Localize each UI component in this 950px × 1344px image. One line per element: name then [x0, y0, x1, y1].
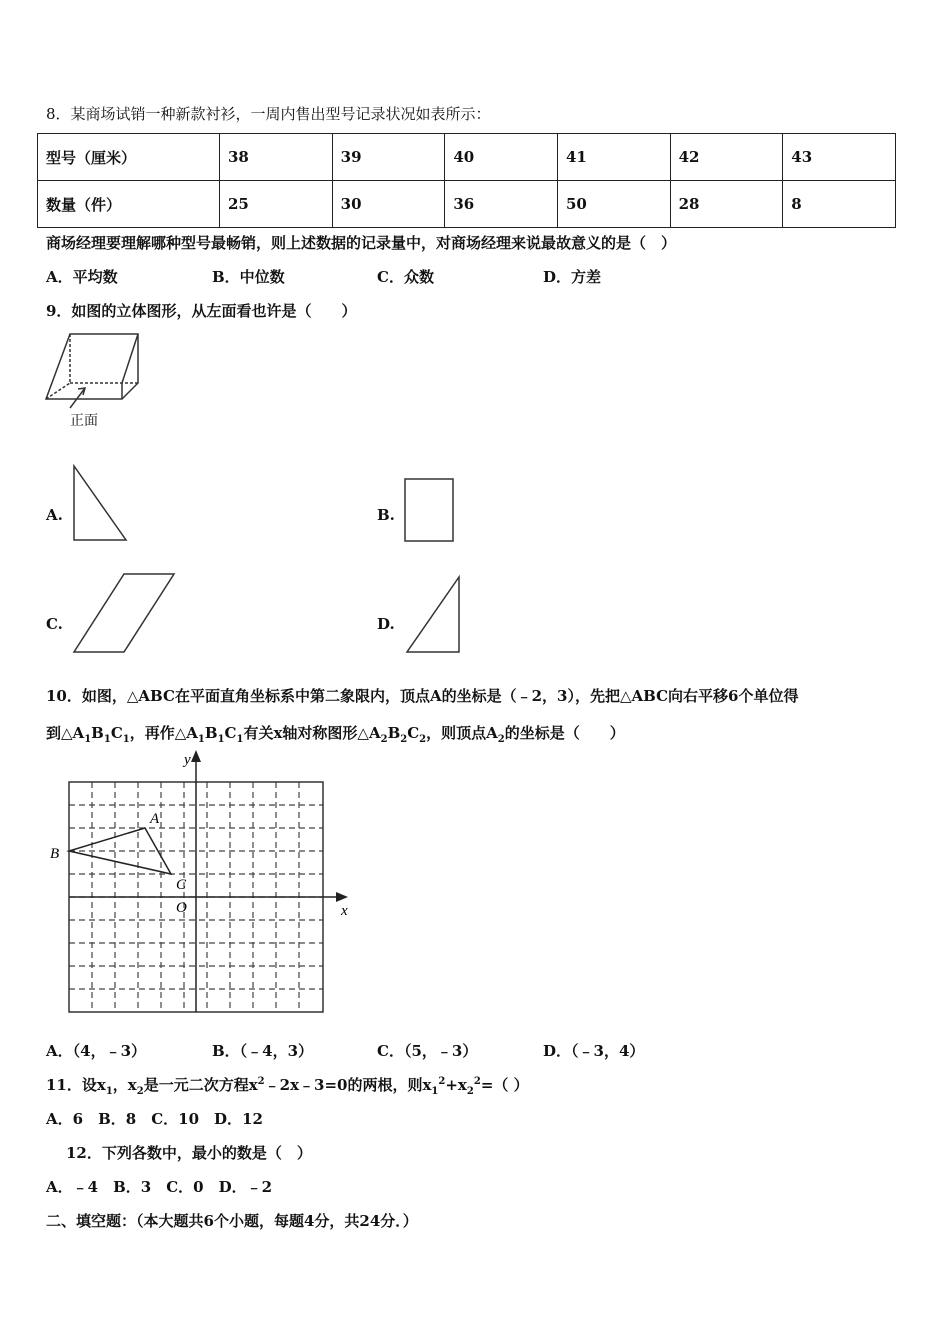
subscript: 1	[217, 734, 225, 745]
text: B	[204, 724, 218, 742]
subscript: 1	[236, 734, 244, 745]
table-cell: 30	[332, 181, 445, 228]
arrow-shaft	[70, 388, 85, 408]
table-cell: 25	[220, 181, 333, 228]
point-a-label: A	[150, 811, 160, 827]
q9-option-b-label: B.	[377, 506, 395, 524]
subscript: 1	[105, 1086, 113, 1097]
text: 是一元二次方程x	[143, 1076, 258, 1094]
text: +x	[445, 1076, 467, 1094]
option-a-triangle	[70, 464, 130, 544]
q11-stem	[46, 1074, 529, 1097]
q9-option-d-label: D.	[377, 615, 395, 633]
q10-stem-line2	[46, 722, 625, 745]
table-cell: 40	[445, 134, 558, 181]
text: ，x	[112, 1076, 137, 1094]
subscript: 1	[122, 734, 130, 745]
text: B	[91, 724, 104, 742]
q8-question: 商场经理要理解哪种型号最畅销，则上述数据的记录量中，对商场经理来说最故意义的是（ ）	[46, 234, 677, 252]
table-cell: 50	[557, 181, 670, 228]
origin-label: O	[176, 900, 187, 916]
point-b-label: B	[50, 846, 60, 862]
table-cell: 28	[670, 181, 783, 228]
table-cell: 数量（件）	[38, 181, 220, 228]
q8-option-b: B．中位数	[212, 268, 285, 286]
q12-stem: 12．下列各数中，最小的数是（ ）	[66, 1144, 312, 1162]
table-cell: 36	[445, 181, 558, 228]
section-heading: 二、填空题：（本大题共6个小题，每题4分，共24分．）	[46, 1212, 418, 1230]
q12-options: A．﹣4 B．3 C．0 D．﹣2	[46, 1178, 273, 1196]
text: 的坐标是（ ）	[504, 724, 625, 742]
subscript: 2	[419, 734, 427, 745]
subscript: 1	[103, 734, 111, 745]
option-b-rectangle	[402, 477, 456, 545]
q10-stem-line1: 10．如图，△ABC在平面直角坐标系中第二象限内，顶点A的坐标是（﹣2，3），先把△ABC向右平移6个单位得	[46, 687, 799, 705]
text: C	[407, 724, 420, 742]
q8-option-d: D．方差	[543, 268, 602, 286]
table-cell: 42	[670, 134, 783, 181]
text: 到△A	[46, 724, 85, 742]
superscript: 2	[438, 1076, 446, 1087]
text: ，再作△A	[129, 724, 198, 742]
subscript: 1	[431, 1086, 439, 1097]
option-d-triangle	[404, 574, 464, 658]
q8-option-a: A．平均数	[46, 268, 118, 286]
subscript: 1	[197, 734, 205, 745]
x-axis-arrow	[336, 892, 348, 902]
q10-option-d: D．（﹣3，4）	[543, 1042, 645, 1060]
subscript: 2	[400, 734, 408, 745]
table-cell: 41	[557, 134, 670, 181]
table-cell: 8	[783, 181, 896, 228]
point-c-label: C	[176, 877, 187, 893]
subscript: 2	[136, 1086, 144, 1097]
text: C	[224, 724, 237, 742]
table-row	[38, 134, 896, 181]
option-c-parallelogram	[70, 572, 180, 656]
text: 11．设x	[46, 1076, 106, 1094]
q9-option-c-label: C.	[46, 615, 63, 633]
q9-stem: 9．如图的立体图形，从左面看也许是（ ）	[46, 302, 357, 320]
table-cell: 39	[332, 134, 445, 181]
q8-table	[37, 133, 896, 228]
table-row	[38, 181, 896, 228]
text: C	[110, 724, 123, 742]
x-axis-label: x	[341, 903, 348, 919]
subscript: 1	[84, 734, 92, 745]
y-axis-arrow	[191, 750, 201, 762]
q8-stem: 8．某商场试销一种新款衬衫，一周内售出型号记录状况如表所示：	[46, 105, 491, 123]
subscript: 2	[466, 1086, 474, 1097]
text: 有关x轴对称图形△A	[243, 724, 381, 742]
front-label: 正面	[70, 413, 98, 429]
text: B	[387, 724, 401, 742]
table-cell: 38	[220, 134, 333, 181]
y-axis-label: y	[184, 752, 191, 768]
text: =（ ）	[480, 1076, 529, 1094]
superscript: 2	[257, 1076, 265, 1087]
text: ，则顶点A	[426, 724, 498, 742]
subscript: 2	[497, 734, 505, 745]
q11-options: A．6 B．8 C．10 D．12	[46, 1110, 263, 1128]
superscript: 2	[473, 1076, 481, 1087]
coordinate-grid-figure	[44, 748, 364, 1028]
q8-option-c: C．众数	[377, 268, 434, 286]
q10-option-c: C．（5，﹣3）	[377, 1042, 478, 1060]
table-cell: 型号（厘米）	[38, 134, 220, 181]
q10-option-a: A．（4，﹣3）	[46, 1042, 147, 1060]
subscript: 2	[380, 734, 388, 745]
text: ﹣2x﹣3=0的两根，则x	[264, 1076, 432, 1094]
q9-option-a-label: A.	[46, 506, 63, 524]
q10-option-b: B．（﹣4，3）	[212, 1042, 314, 1060]
edge	[122, 334, 138, 383]
table-cell: 43	[783, 134, 896, 181]
